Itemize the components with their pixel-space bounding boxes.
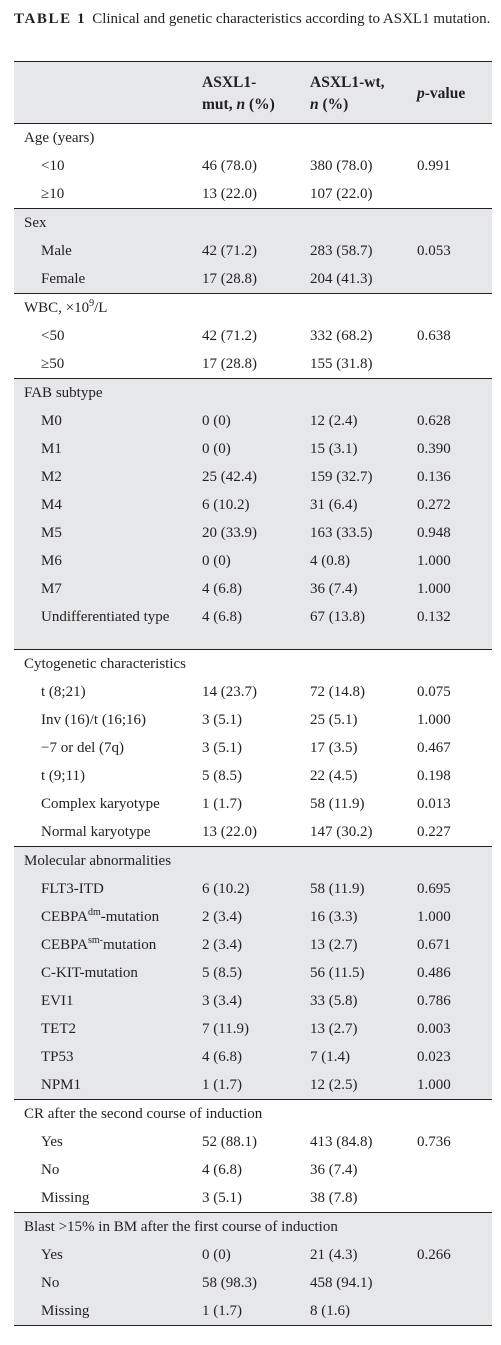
p-value-cell: 1.000	[417, 553, 451, 569]
asxl1-mut-cell: 4 (6.8)	[202, 581, 242, 597]
asxl1-mut-cell: 0 (0)	[202, 441, 231, 457]
row-label: FLT3-ITD	[41, 881, 104, 897]
asxl1-mut-cell: 3 (5.1)	[202, 740, 242, 756]
asxl1-mut-cell: 4 (6.8)	[202, 1162, 242, 1178]
table-row	[14, 180, 492, 208]
asxl1-mut-cell: 14 (23.7)	[202, 684, 257, 700]
asxl1-mut-cell: 52 (88.1)	[202, 1134, 257, 1150]
p-value-cell: 1.000	[417, 1077, 451, 1093]
p-value-cell: 0.786	[417, 993, 451, 1009]
row-label: M6	[41, 553, 62, 569]
p-value-cell: 0.023	[417, 1049, 451, 1065]
p-value-cell: 0.227	[417, 824, 451, 840]
asxl1-mut-cell: 2 (3.4)	[202, 937, 242, 953]
table-row	[14, 519, 492, 547]
table-row	[14, 734, 492, 762]
section-title: Molecular abnormalities	[24, 853, 172, 869]
table-body	[14, 124, 492, 1326]
p-value-cell: 0.628	[417, 413, 451, 429]
p-value-cell: 0.991	[417, 158, 451, 174]
asxl1-mut-cell: 5 (8.5)	[202, 965, 242, 981]
table-row	[14, 903, 492, 931]
p-value-cell: 0.390	[417, 441, 451, 457]
asxl1-mut-cell: 42 (71.2)	[202, 328, 257, 344]
table-row	[14, 152, 492, 180]
table-row	[14, 1269, 492, 1297]
table-section	[14, 378, 492, 649]
p-value-cell: 1.000	[417, 712, 451, 728]
row-label: No	[41, 1162, 60, 1178]
asxl1-mut-cell: 5 (8.5)	[202, 768, 242, 784]
asxl1-wt-cell: 380 (78.0)	[310, 158, 373, 174]
asxl1-mut-cell: 3 (5.1)	[202, 1190, 242, 1206]
table-row	[14, 1015, 492, 1043]
row-label: Missing	[41, 1190, 90, 1206]
table-header	[14, 61, 492, 124]
section-title: Age (years)	[24, 130, 95, 146]
row-label: Inv (16)/t (16;16)	[41, 712, 146, 728]
asxl1-wt-cell: 413 (84.8)	[310, 1134, 373, 1150]
row-label: <10	[41, 158, 65, 174]
asxl1-wt-cell: 12 (2.5)	[310, 1077, 358, 1093]
asxl1-mut-cell: 1 (1.7)	[202, 1303, 242, 1319]
section-title: Sex	[24, 215, 47, 231]
asxl1-wt-cell: 58 (11.9)	[310, 796, 365, 812]
table-section	[14, 1099, 492, 1212]
section-title-row	[14, 294, 492, 322]
row-label: EVI1	[41, 993, 74, 1009]
asxl1-wt-cell: 15 (3.1)	[310, 441, 358, 457]
p-value-cell: 0.132	[417, 609, 451, 625]
row-label: M1	[41, 441, 62, 457]
asxl1-mut-cell: 0 (0)	[202, 1247, 231, 1263]
section-title-row	[14, 1213, 492, 1241]
asxl1-wt-cell: 58 (11.9)	[310, 881, 365, 897]
table-row	[14, 1071, 492, 1099]
table-row	[14, 1184, 492, 1212]
row-label: $CEBPA^{dm}$-mutation	[41, 907, 160, 925]
asxl1-mut-cell: 25 (42.4)	[202, 469, 257, 485]
table-row	[14, 1241, 492, 1269]
p-value-cell: 0.136	[417, 469, 451, 485]
asxl1-wt-cell: 22 (4.5)	[310, 768, 358, 784]
asxl1-mut-cell: 20 (33.9)	[202, 525, 257, 541]
asxl1-wt-cell: 12 (2.4)	[310, 413, 358, 429]
asxl1-mut-cell: 0 (0)	[202, 553, 231, 569]
row-label: Undifferentiated type	[41, 609, 170, 625]
section-title: WBC, $\times 10^9/L$	[24, 298, 108, 316]
table-section	[14, 649, 492, 846]
asxl1-wt-cell: 36 (7.4)	[310, 1162, 358, 1178]
asxl1-wt-cell: 33 (5.8)	[310, 993, 358, 1009]
row-label: −7 or del (7q)	[41, 740, 125, 756]
p-value-cell: 0.467	[417, 740, 451, 756]
p-value-cell: 1.000	[417, 909, 451, 925]
row-label: M2	[41, 469, 62, 485]
table-row	[14, 790, 492, 818]
asxl1-mut-cell: 4 (6.8)	[202, 1049, 242, 1065]
table-row	[14, 435, 492, 463]
section-title-row	[14, 124, 492, 152]
row-label: M7	[41, 581, 62, 597]
section-title: Cytogenetic characteristics	[24, 656, 187, 672]
table-row	[14, 875, 492, 903]
asxl1-mut-cell: 17 (28.8)	[202, 271, 257, 287]
section-title-row	[14, 847, 492, 875]
p-value-cell: 0.075	[417, 684, 451, 700]
asxl1-mut-cell: 4 (6.8)	[202, 609, 242, 625]
section-title: Blast >15% in BM after the first course of induction	[24, 1219, 338, 1235]
table-row	[14, 762, 492, 790]
row-label: C-KIT-mutation	[41, 965, 138, 981]
table-row	[14, 575, 492, 603]
row-label: <50	[41, 328, 65, 344]
section-title-row	[14, 1100, 492, 1128]
table-row	[14, 265, 492, 293]
table-row	[14, 931, 492, 959]
table-label: TABLE 1	[14, 11, 87, 27]
p-value-cell: 0.013	[417, 796, 451, 812]
table-row	[14, 1128, 492, 1156]
row-label: ≥50	[41, 356, 65, 372]
table-row	[14, 1297, 492, 1325]
asxl1-wt-cell: 56 (11.5)	[310, 965, 365, 981]
asxl1-wt-cell: 4 (0.8)	[310, 553, 350, 569]
table-row	[14, 237, 492, 265]
p-value-cell: 0.486	[417, 965, 451, 981]
asxl1-wt-cell: 283 (58.7)	[310, 243, 373, 259]
asxl1-wt-cell: 25 (5.1)	[310, 712, 358, 728]
asxl1-wt-cell: 13 (2.7)	[310, 1021, 358, 1037]
p-value-cell: 0.948	[417, 525, 451, 541]
asxl1-mut-cell: 42 (71.2)	[202, 243, 257, 259]
header-asxl1-mut: ASXL1- mut, n (%)	[202, 74, 275, 113]
asxl1-wt-cell: 332 (68.2)	[310, 328, 373, 344]
table-row	[14, 547, 492, 575]
table-section	[14, 846, 492, 1099]
asxl1-mut-cell: 1 (1.7)	[202, 796, 242, 812]
section-title-row	[14, 379, 492, 407]
row-label: $CEBPA^{sm-}mutation$	[41, 935, 157, 953]
table-row	[14, 463, 492, 491]
p-value-cell: 0.198	[417, 768, 451, 784]
asxl1-wt-cell: 107 (22.0)	[310, 186, 373, 202]
row-label: No	[41, 1275, 60, 1291]
header-p-value: p-value	[417, 85, 466, 102]
header-asxl1-wt: ASXL1-wt, n (%)	[310, 74, 385, 113]
row-label: Yes	[41, 1247, 63, 1263]
table-row	[14, 959, 492, 987]
asxl1-mut-cell: 3 (3.4)	[202, 993, 242, 1009]
table-section	[14, 1212, 492, 1326]
row-label: Yes	[41, 1134, 63, 1150]
p-value-cell: 0.638	[417, 328, 451, 344]
asxl1-wt-cell: 7 (1.4)	[310, 1049, 350, 1065]
asxl1-wt-cell: 21 (4.3)	[310, 1247, 358, 1263]
table-section	[14, 208, 492, 293]
asxl1-mut-cell: 2 (3.4)	[202, 909, 242, 925]
table-section	[14, 293, 492, 378]
section-title: CR after the second course of induction	[24, 1106, 263, 1122]
table-caption	[14, 8, 492, 30]
asxl1-wt-cell: 16 (3.3)	[310, 909, 358, 925]
asxl1-mut-cell: 0 (0)	[202, 413, 231, 429]
row-label: Missing	[41, 1303, 90, 1319]
table-row	[14, 1156, 492, 1184]
asxl1-wt-cell: 67 (13.8)	[310, 609, 365, 625]
row-label: TET2	[41, 1021, 76, 1037]
table-row	[14, 678, 492, 706]
p-value-cell: 0.003	[417, 1021, 451, 1037]
table-row	[14, 987, 492, 1015]
asxl1-wt-cell: 159 (32.7)	[310, 469, 373, 485]
asxl1-wt-cell: 458 (94.1)	[310, 1275, 373, 1291]
asxl1-mut-cell: 13 (22.0)	[202, 186, 257, 202]
asxl1-wt-cell: 31 (6.4)	[310, 497, 358, 513]
row-label: Normal karyotype	[41, 824, 151, 840]
asxl1-wt-cell: 38 (7.8)	[310, 1190, 358, 1206]
asxl1-wt-cell: 13 (2.7)	[310, 937, 358, 953]
asxl1-wt-cell: 204 (41.3)	[310, 271, 373, 287]
table-row	[14, 491, 492, 519]
p-value-cell: 0.272	[417, 497, 451, 513]
row-label: NPM1	[41, 1077, 82, 1093]
asxl1-mut-cell: 7 (11.9)	[202, 1021, 249, 1037]
asxl1-wt-cell: 155 (31.8)	[310, 356, 373, 372]
asxl1-mut-cell: 6 (10.2)	[202, 497, 250, 513]
p-value-cell: 0.695	[417, 881, 451, 897]
asxl1-wt-cell: 163 (33.5)	[310, 525, 373, 541]
table-row	[14, 706, 492, 734]
asxl1-wt-cell: 147 (30.2)	[310, 824, 373, 840]
table-caption-text: Clinical and genetic characteristics according to ASXL1 mutation.	[92, 11, 491, 27]
row-label: M4	[41, 497, 62, 513]
asxl1-wt-cell: 8 (1.6)	[310, 1303, 350, 1319]
p-value-cell: 1.000	[417, 581, 451, 597]
p-value-cell: 0.053	[417, 243, 451, 259]
row-label: Complex karyotype	[41, 796, 160, 812]
table-row	[14, 1043, 492, 1071]
asxl1-mut-cell: 58 (98.3)	[202, 1275, 257, 1291]
row-label: Male	[41, 243, 72, 259]
p-value-cell: 0.266	[417, 1247, 451, 1263]
asxl1-wt-cell: 36 (7.4)	[310, 581, 358, 597]
table-section	[14, 124, 492, 208]
section-title-row	[14, 209, 492, 237]
asxl1-wt-cell: 72 (14.8)	[310, 684, 365, 700]
row-label: t (8;21)	[41, 684, 86, 700]
row-label: TP53	[41, 1049, 74, 1065]
asxl1-mut-cell: 17 (28.8)	[202, 356, 257, 372]
asxl1-wt-cell: 17 (3.5)	[310, 740, 358, 756]
asxl1-mut-cell: 1 (1.7)	[202, 1077, 242, 1093]
row-label: M5	[41, 525, 62, 541]
characteristics-table	[14, 61, 492, 1326]
section-title-row	[14, 650, 492, 678]
asxl1-mut-cell: 6 (10.2)	[202, 881, 250, 897]
asxl1-mut-cell: 13 (22.0)	[202, 824, 257, 840]
table-row	[14, 603, 492, 649]
row-label: t (9;11)	[41, 768, 86, 784]
row-label: ≥10	[41, 186, 65, 202]
table-row	[14, 350, 492, 378]
row-label: Female	[41, 271, 86, 287]
asxl1-mut-cell: 46 (78.0)	[202, 158, 257, 174]
table-row	[14, 322, 492, 350]
p-value-cell: 0.671	[417, 937, 451, 953]
table-row	[14, 407, 492, 435]
table-row	[14, 818, 492, 846]
row-label: M0	[41, 413, 62, 429]
p-value-cell: 0.736	[417, 1134, 451, 1150]
asxl1-mut-cell: 3 (5.1)	[202, 712, 242, 728]
section-title: FAB subtype	[24, 385, 103, 401]
